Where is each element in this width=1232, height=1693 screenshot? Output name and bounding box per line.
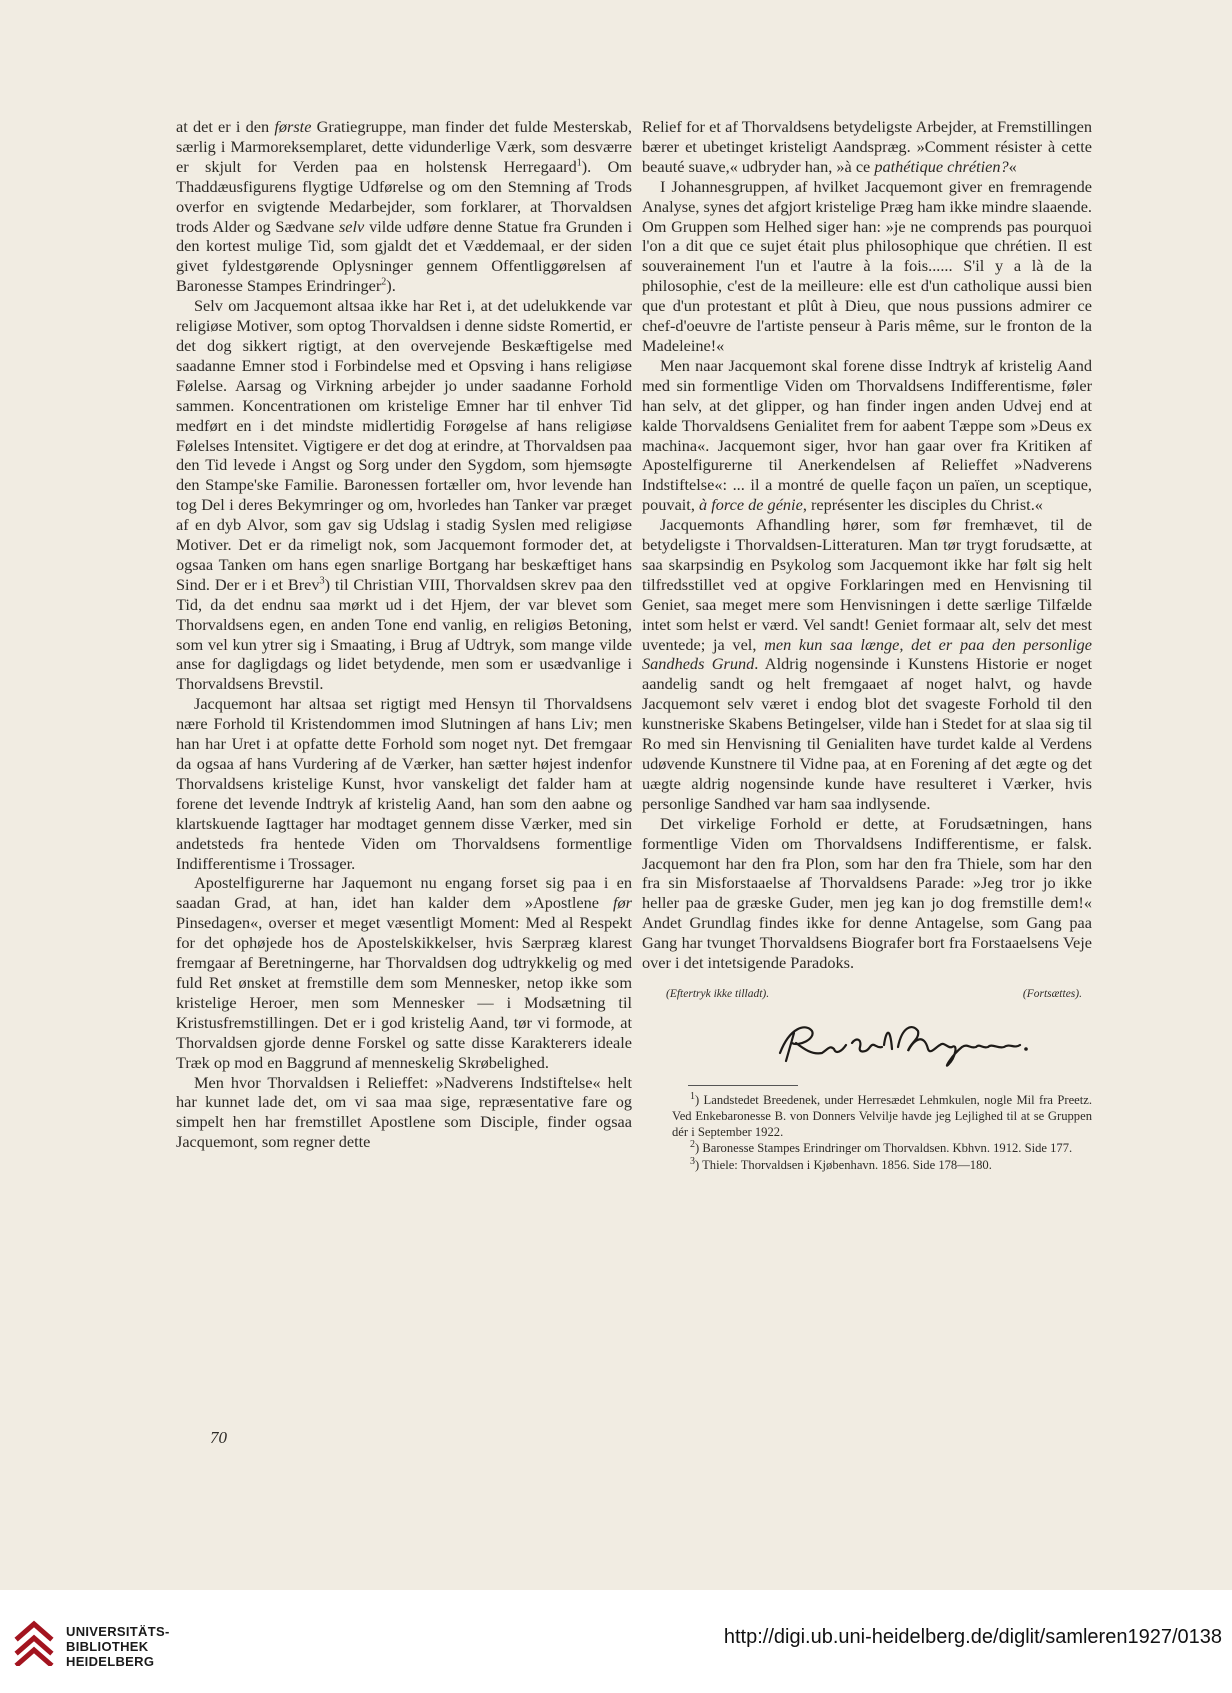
colophon: [666, 985, 1082, 1005]
paragraph: I Johannesgruppen, af hvilket Jacquemont giver en fremragende Analyse, synes det afgjort kristelige Præg ham ikke mindre slaaende. Om Gruppen som Helhed siger han: »je ne comprends pas pourquoi l'on a dit que ce sujet était plus philosophique que chrétien. Il est souverainement l'un et l'autre à la fois...... S'il y a là de la philosophie, c'est de la meilleure: elle est d'un catholique aussi bien que d'un protestant et plût à Dieu, que nous pussions admirer ce chef-d'oeuvre de l'artiste penseur à Paris même, sur le fronton de la Madeleine!«: [642, 176, 1092, 355]
continued-notice: (Fortsættes).: [1022, 987, 1082, 1000]
permalink-url[interactable]: http://digi.ub.uni-heidelberg.de/diglit/samleren1927/0138: [723, 1626, 1222, 1648]
paragraph: Men naar Jacquemont skal forene disse Indtryk af kristelig Aand med sin formentlige Viden om Thorvaldsens Indifferentisme, føler han selv, at det glipper, og han finder ingen anden Udvej end at kalde Thorvaldsens Genialitet frem for aabent Tæppe som »Deus ex machina«. Jacquemont siger, hvor han gaar over fra Kritiken af Apostelfigurerne til Anerkendelsen af Relieffet »Nadverens Indstiftelse«: ... il a montré de quelle façon un païen, un sceptique, pouvait, à force de génie, représenter les disciples du Christ.«: [642, 355, 1092, 515]
left-column: [176, 117, 632, 1152]
footnote: $^2$) Baronesse Stampes Erindringer om Thorvaldsen. Kbhvn. 1912. Side 177.: [690, 1139, 1073, 1156]
paragraph: Men hvor Thorvaldsen i Relieffet: »Nadverens Indstiftelse« helt har kunnet lade det, om vi saa maa sige, repræsentative fare og simpelt hen har fremstillet Apostlene som Disciple, finder ogsaa Jacquemont, som regner dette: [176, 1072, 632, 1152]
library-logo-icon: [14, 1618, 58, 1666]
paragraph: Relief for et af Thorvaldsens betydeligste Arbejder, at Fremstillingen bærer et ubetinget kristeligt Aandspræg. »Comment résister à cette beauté suave,« udbryder han, »à ce pathétique chrétien?«: [642, 117, 1092, 176]
paragraph: Apostelfigurerne har Jaquemont nu engang forset sig paa i en saadan Grad, at han, idet han kalder dem »Apostlene før Pinsedagen«, overser et meget væsentligt Moment: Med al Respekt for det ophøjede hos de Apostelskikkelser, hvis Særpræg klarest fremgaar af Beretningerne, har Thorvaldsen dog udtrykkelig og med fuld Ret ønsket at fremstille dem som Mennesker, netop ikke som kristelige Heroer, men som Mennesker — i Modsætning til Kristusfremstillingen. Det er i god kristelig Aand, tør vi formode, at Thorvaldsen gjorde denne Forskel og satte disse Karakterers ideale Træk op mod en Baggrund af menneskelig Skrøbelighed.: [176, 873, 632, 1072]
paragraph: at det er i den første Gratiegruppe, man finder det fulde Mesterskab, særlig i Marmoreksemplaret, dette vidunderlige Værk, som desværre er skjult for Verden paa en holstensk Herregaard$^1$). Om Thaddæusfigurens flygtige Udførelse og om den Stemning af Trods overfor en svigtende Medarbejder, som forklarer, at Thorvaldsen trods Alder og Sædvane selv vilde udføre denne Statue fra Grunden i den kortest mulige Tid, som gjaldt det et Væddemaal, er der siden givet fyldestgørende Oplysninger gennem Offentliggørelsen af Baronesse Stampes Erindringer$^2$).: [176, 117, 632, 296]
page-number: 70: [210, 1428, 227, 1447]
paragraph: Jacquemont har altsaa set rigtigt med Hensyn til Thorvaldsens nære Forhold til Kristendommen imod Slutningen af hans Liv; men han har Uret i at opfatte dette Forhold som noget nyt. Det fremgaar da ogsaa af hans Vurdering af de Værker, han sætter højest indenfor Thorvaldsens kristelige Kunst, hvor vanskeligt det falder ham at forene det levende Indtryk af kristelig Aand, han som den aabne og klartskuende Iagttager har modtaget gennem disse Værker, med sin andetsteds fra hentede Viden om Thorvaldsens formentlige Indifferentisme i Trossager.: [176, 694, 632, 873]
paragraph: Det virkelige Forhold er dette, at Forudsætningen, hans formentlige Viden om Thorvaldsens Indifferentisme, er falsk. Jacquemont har den fra Plon, som har den fra Thiele, som har den fra sin Misforstaaelse af Thorvaldsens Parade: »Jeg tror jo ikke heller paa de græske Guder, men jeg kan jo dog fremstille dem!« Andet Grundlag findes ikke for denne Antagelse, som Gang paa Gang har tvunget Thorvaldsens Biografer bort fra Forstaaelsens Veje over i det intetsigende Paradoks.: [642, 813, 1092, 973]
library-name-line: HEIDELBERG: [66, 1654, 155, 1669]
author-signature: [642, 1009, 1092, 1071]
right-column: [642, 117, 1092, 1173]
paragraph: Jacquemonts Afhandling hører, som før fremhævet, til de betydeligste i Thorvaldsen-Litteraturen. Man tør trygt forudsætte, at saa skarpsindig en Psykolog som Jacquemont ikke har følt sig helt tilfredsstillet ved at opgive Forklaringen med en Henvisning til Geniet, saa meget mere som Henvisningen i dette særlige Tilfælde intet som helst er værd. Vel sandt! Geniet formaar alt, selv det mest uventede; ja vel, men kun saa længe, det er paa den personlige Sandheds Grund. Aldrig nogensinde i Kunstens Historie er noget aandelig sandt og helt fremgaaet af noget halvt, og havde Jacquemont selv været i endog blot det svageste Forhold til den kunstneriske Skabens Betingelser, vilde han i Stedet for at slaa sig til Ro med sin Henvisning til Genialiten have turdet kalde al Verdens udøvende Kunstnere til Vidne paa, at en Forening af det ægte og det uægte aldrig nogensinde kunde have resulteret i Værker, hvis personlige Sandhed var ham saa indlysende.: [642, 515, 1092, 813]
library-footer: [0, 1590, 1232, 1693]
footnotes: [656, 1092, 1092, 1173]
footnote: $^1$) Landstedet Breedenek, under Herresædet Lehmkulen, nogle Mil fra Preetz. Ved Enkebaronesse B. von Donners Velvilje havde jeg Lejlighed til at se Gruppen dér i September 1922.: [672, 1090, 1092, 1140]
footnote: $^3$) Thiele: Thorvaldsen i Kjøbenhavn. 1856. Side 178—180.: [690, 1155, 992, 1172]
footnote-divider: [688, 1085, 798, 1086]
reprint-notice: (Eftertryk ikke tilladt).: [666, 987, 770, 1000]
paragraph: Selv om Jacquemont altsaa ikke har Ret i, at det udelukkende var religiøse Motiver, som optog Thorvaldsen i denne sidste Romertid, er det dog sikkert rigtigt, at den overvejende Beskæftigelse med saadanne Emner stod i Forbindelse med et Opsving i hans religiøse Følelse. Aarsag og Virkning arbejder jo under saadanne Forhold sammen. Koncentrationen om kristelige Emner har til enhver Tid medført en i det mindste midlertidig Forøgelse af hans religiøse Følelses Intensitet. Vigtigere er det dog at erindre, at Thorvaldsen paa den Tid levede i Angst og Sorg under den Sygdom, som hjemsøgte den Stampe'ske Familie. Baronessen fortæller om, hvor levende han tog Del i deres Bekymringer og om, hvorledes han Tanker var præget af en dyb Alvor, som gav sig Udslag i stadig Syslen med religiøse Motiver. Det er da rimeligt nok, som Jacquemont formoder det, at ogsaa Tanken om hans egen snarlige Bortgang har beskæftiget hans Sind. Der er i et Brev$^3$) til Christian VIII, Thorvaldsen skrev paa den Tid, da det endnu saa mørkt ud i det Hjem, der var blevet som Thorvaldsens egen, en anden Tone end vanlig, en religiøs Betoning, som vel kun ytrer sig i Smaating, i Brug af Udtryk, som mange vilde anse for dagligdags og lidet betydende, men som er usædvanlige i Thorvaldsens Brevstil.: [176, 296, 633, 694]
library-name: [66, 1624, 170, 1669]
library-name-line: UNIVERSITÄTS-: [66, 1624, 170, 1639]
signature-icon: [772, 1009, 1032, 1071]
library-name-line: BIBLIOTHEK: [66, 1639, 149, 1654]
